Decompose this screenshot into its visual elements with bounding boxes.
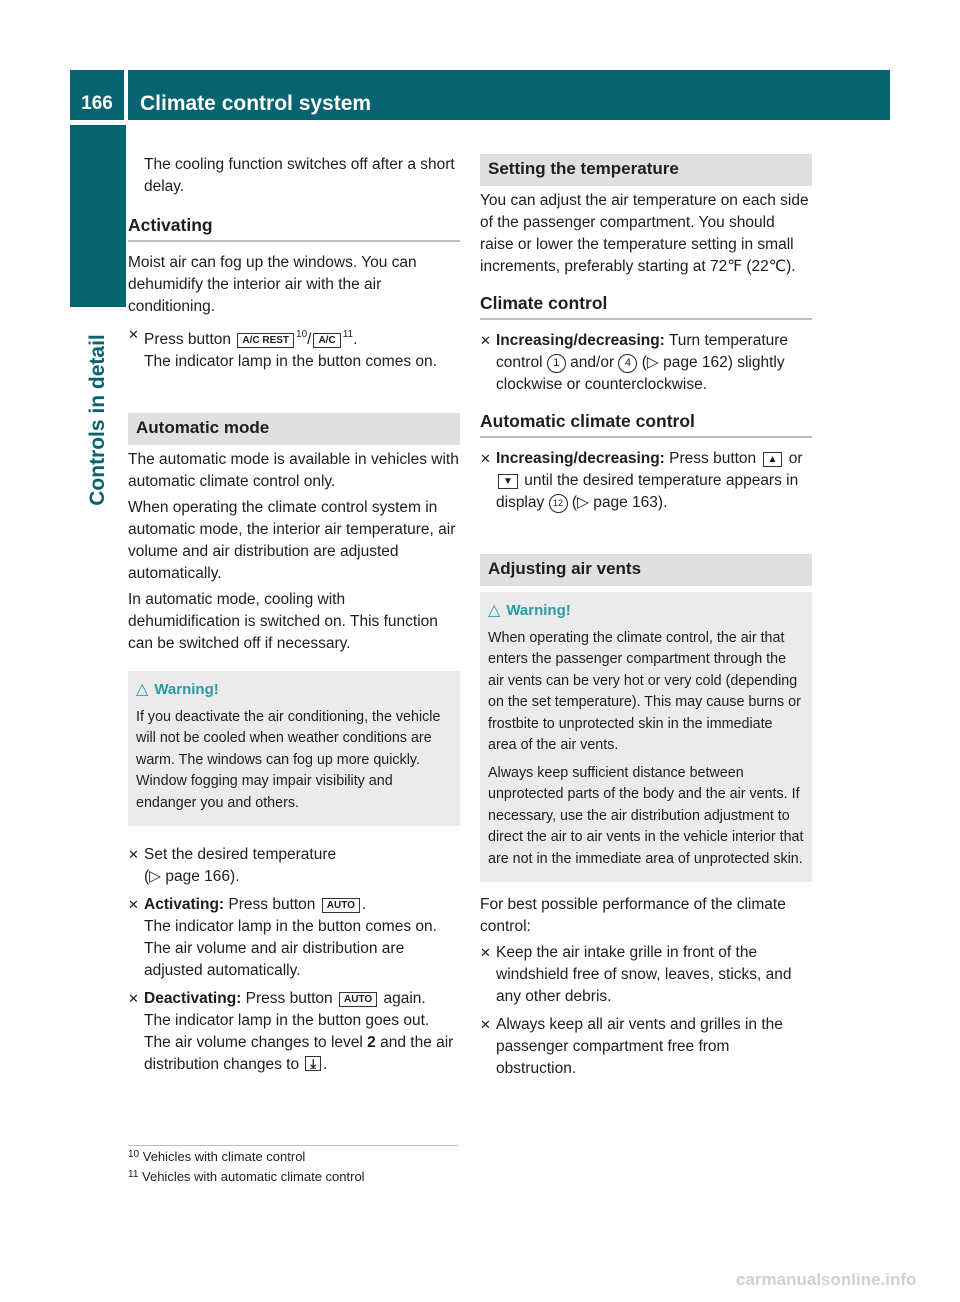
warning-title: △ Warning! [488,600,804,622]
auto-mode-heading: Automatic mode [128,413,460,445]
warning-triangle-icon: △ [136,681,149,698]
auto-button-icon: AUTO [322,898,360,913]
watermark: carmanualsonline.info [736,1270,917,1289]
deactivating-auto-step: ✕ Deactivating: Press button AUTO again. The indicator lamp in the button goes out. The air volume changes to level 2 and the air distribution changes to ⤓ . [128,990,454,1073]
air-distribution-icon: ⤓ [305,1056,321,1071]
footnote-ref-10: 10 [296,329,308,340]
activating-body: Moist air can fog up the windows. You can dehumidify the interior air with the air conditioning. [128,254,417,315]
air-vents-warning-p1: When operating the climate control, the air that enters the passenger compartment through the air vents can be very hot or very cold (depending on the set temperature). This may cause burns or frostbite to unprotected skin in the immediate area of the air vents. [488,629,801,753]
side-tab-block [70,125,126,307]
auto-button-icon: AUTO [339,992,377,1007]
air-vents-warning-p2: Always keep sufficient distance between unprotected parts of the body and the air vents. If necessary, use the air distribution adjustment to direct the air to air vents in the vehicle interior that are not in the immediate area of unprotected skin. [488,764,804,867]
auto-mode-p2: When operating the climate control system in automatic mode, the interior air temperature, air volume and air distribution are adjusted automatically. [128,499,456,582]
temp-heading: Setting the temperature [480,154,812,186]
auto-mode-p3: In automatic mode, cooling with dehumidification is switched on. This function can be switched off if necessary. [128,591,438,652]
temp-down-button-icon: ▼ [498,474,518,489]
step-marker-icon: ✕ [480,451,491,466]
step-marker-icon: ✕ [128,327,139,342]
step-marker-icon: ✕ [480,945,491,960]
step-marker-icon: ✕ [480,1017,491,1032]
temp-body: You can adjust the air temperature on each side of the passenger compartment. You should raise or lower the temperature setting in small increments, preferably starting at 72℉ (22℃). [480,192,809,275]
activating-step: ✕ Press button A/C REST$^{10}$/ $A/C^{11}$. The indicator lamp in the button comes on. [128,324,460,373]
callout-4: 4 [618,354,637,373]
temp-up-button-icon: ▲ [763,452,783,467]
air-vents-warning-box [480,592,812,882]
step-marker-icon: ✕ [128,897,139,912]
air-vents-step-1: ✕ Keep the air intake grille in front of the windshield free of snow, leaves, sticks, and any other debris. [480,944,792,1005]
warning-box [128,671,460,826]
header-divider [124,70,128,120]
warning-text: If you deactivate the air conditioning, the vehicle will not be cooled when weather conditions are warm. The windows can fog up more quickly. Window fogging may impair visibility and endanger you and others. [136,708,441,811]
step-marker-icon: ✕ [128,847,139,862]
activating-auto-step: ✕ Activating: Press button AUTO . The indicator lamp in the button comes on. The air volume and air distribution are adjusted automatically. [128,896,437,979]
auto-climate-step: ✕ Increasing/decreasing: Press button ▲ or ▼ until the desired temperature appears in display 12 (▷ page 163). [480,450,803,511]
set-temp-step: ✕ Set the desired temperature (▷ page 166). [128,846,337,885]
side-tab [70,310,126,530]
footnote-ref-11: 11 [342,329,354,340]
footnote-10: $^{10}$ Vehicles with climate control [128,1149,306,1164]
air-vents-heading: Adjusting air vents [480,554,812,586]
callout-1: 1 [547,354,566,373]
side-tab-label: Controls in detail [86,334,109,506]
step-marker-icon: ✕ [128,991,139,1006]
right-column [480,154,812,1086]
left-column [128,154,460,1082]
warning-title: △ Warning! [136,679,452,701]
climate-control-step: ✕ Increasing/decreasing: Turn temperature control 1 and/or 4 (▷ page 162) slightly clockwise or counterclockwise. [480,332,789,393]
page-title: Climate control system [140,92,372,115]
auto-climate-heading: Automatic climate control [480,410,812,438]
intro-text: The cooling function switches off after a short delay. [144,156,455,195]
step-marker-icon: ✕ [480,333,491,348]
ac-rest-button-icon: A/C REST [237,333,294,348]
footnote-11: $^{11}$ Vehicles with automatic climate control [128,1169,365,1184]
callout-12: 12 [549,494,568,513]
climate-control-heading: Climate control [480,292,812,320]
air-vents-step-2: ✕ Always keep all air vents and grilles in the passenger compartment free from obstruction. [480,1016,783,1077]
ac-button-icon: A/C [313,333,340,348]
auto-mode-p1: The automatic mode is available in vehicles with automatic climate control only. [128,451,459,490]
page-number: 166 [81,93,113,114]
activating-result: The indicator lamp in the button comes on. [144,353,437,370]
activating-heading: Activating [128,214,460,242]
air-vents-p1: For best possible performance of the climate control: [480,896,786,935]
warning-triangle-icon: △ [488,602,501,619]
